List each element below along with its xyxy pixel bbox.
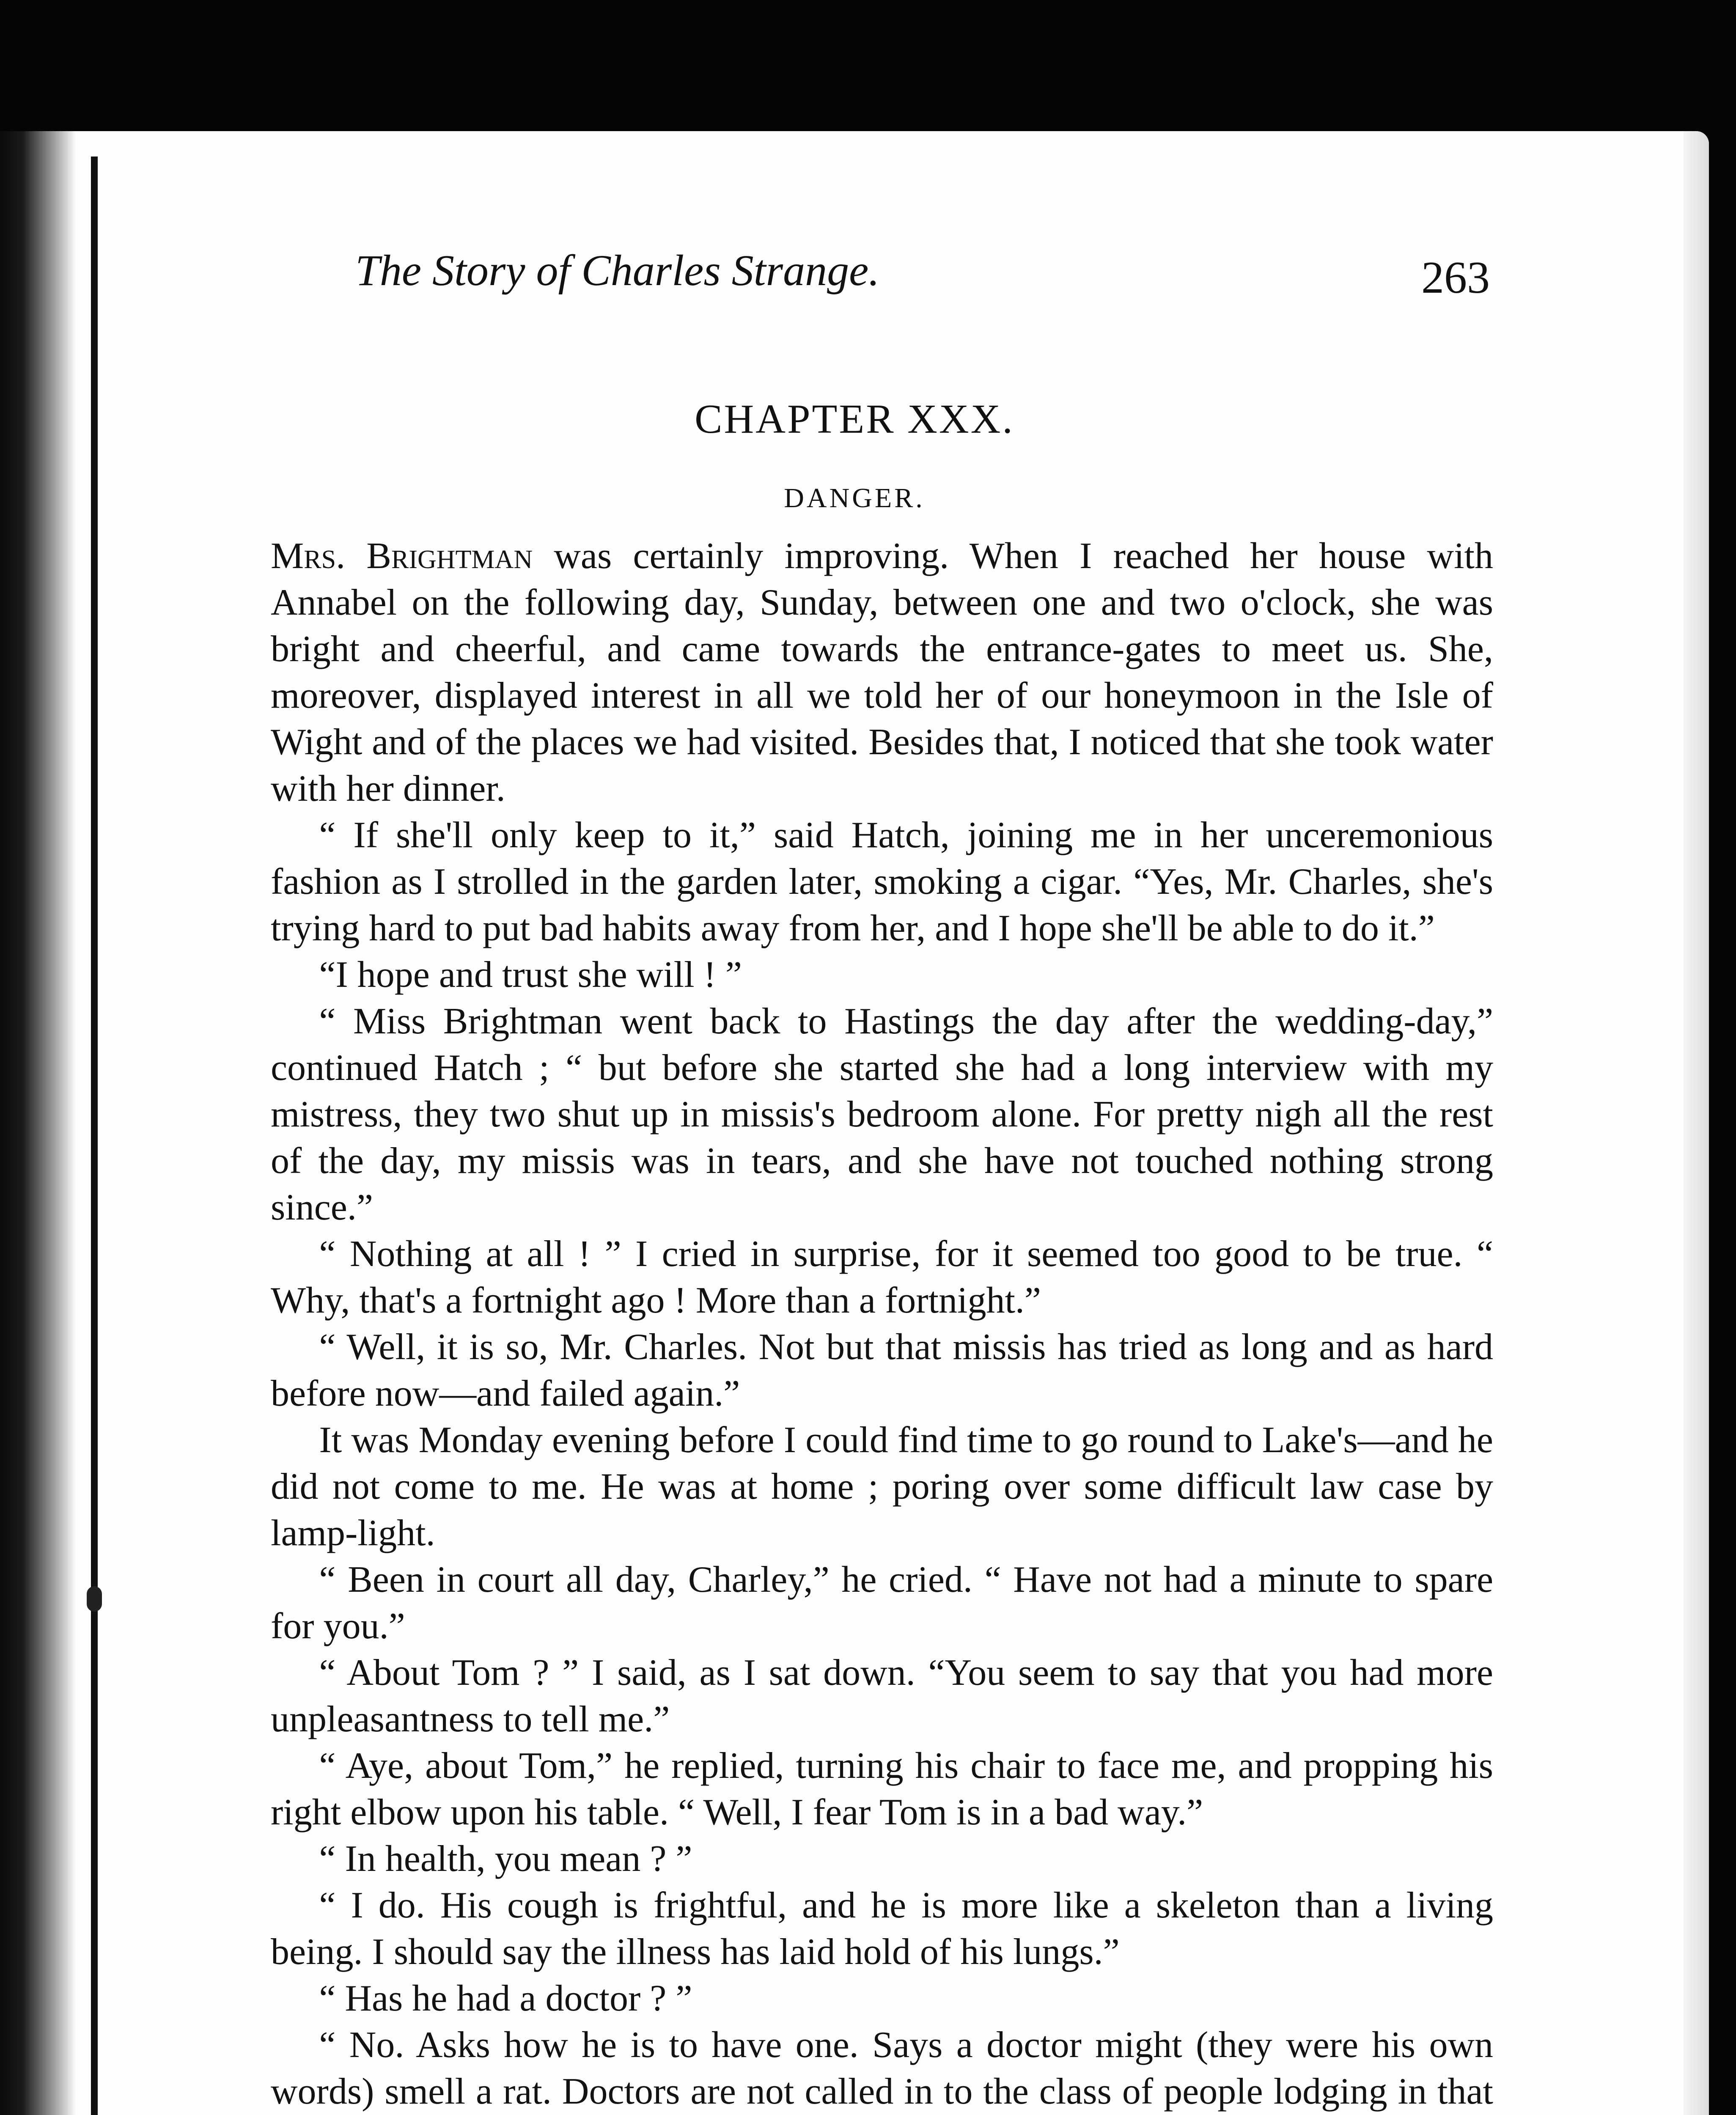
body-text [271,533,1493,2115]
binding-knob [87,1586,102,1612]
paragraph: “ I do. His cough is frightful, and he is more like a skeleton than a living being. I should say the illness has laid hold of his lungs.” [271,1885,1493,1972]
binding-line [91,157,98,2115]
chapter-subtitle: DANGER. [784,483,925,514]
paragraph: “ In health, you mean ? ” [319,1838,692,1879]
paragraph-lead: Mrs. Brightman [271,536,533,577]
book-page [0,131,1709,2115]
paragraph: “ About Tom ? ” I said, as I sat down. “You seem to say that you had more unpleasantness to tell me.” [271,1652,1493,1740]
running-title: The Story of Charles Strange. [355,246,880,295]
chapter-title: CHAPTER XXX. [695,396,1014,442]
paragraph: “ Aye, about Tom,” he replied, turning his chair to face me, and propping his right elbow upon his table. “ Well, I fear Tom is in a bad way.” [271,1745,1493,1833]
paragraph-text: “ No. Asks how he is to have one. Says a doctor might (they were his own words) smell a rat. Doctors are not called in to the class of people lodging in that [271,2024,1493,2112]
paragraph: “I hope and trust she will ! ” [319,954,742,995]
paragraph [271,533,1493,812]
paragraph: “ If she'll only keep to it,” said Hatch, joining me in her unceremonious fashion as I strolled in the garden later, smoking a cigar. “Yes, Mr. Charles, she's trying hard to put bad habits away from her, and I hope she'll be able to do it.” [271,815,1493,949]
paragraph: “ Miss Brightman went back to Hastings the day after the wedding-day,” continued Hatch ; “ but before she started she had a long interview with my mistress, they two shut up in missis's bedroom alone. For pretty nigh all the rest of the day, my missis was in tears, and she have not touched nothing strong since.” [271,1001,1493,1228]
paragraph: “ Nothing at all ! ” I cried in surprise, for it seemed too good to be true. “ Why, that's a fortnight ago ! More than a fortnight.” [271,1233,1493,1321]
paragraph: It was Monday evening before I could find time to go round to Lake's—and he did not come to me. He was at home ; poring over some difficult law case by lamp-light. [271,1420,1493,1554]
paragraph: “ Well, it is so, Mr. Charles. Not but that missis has tried as long and as hard before now—and failed again.” [271,1327,1493,1414]
paragraph: “ Been in court all day, Charley,” he cried. “ Have not had a minute to spare for you.” [271,1559,1493,1647]
paragraph: “ Has he had a doctor ? ” [319,1978,692,2019]
paragraph-text: was certainly improving. When I reached her house with Annabel on the following day, Sunday, between one and two o'clock, she was bright and cheerful, and came towards the entrance-gates to meet us. She, moreover, displayed interest in all we told her of our honeymoon in the Isle of Wight and of the places we had visited. Besides that, I noticed that she took water with her dinner. [271,536,1494,809]
page-number: 263 [1421,253,1490,303]
paragraph [271,2022,1493,2115]
